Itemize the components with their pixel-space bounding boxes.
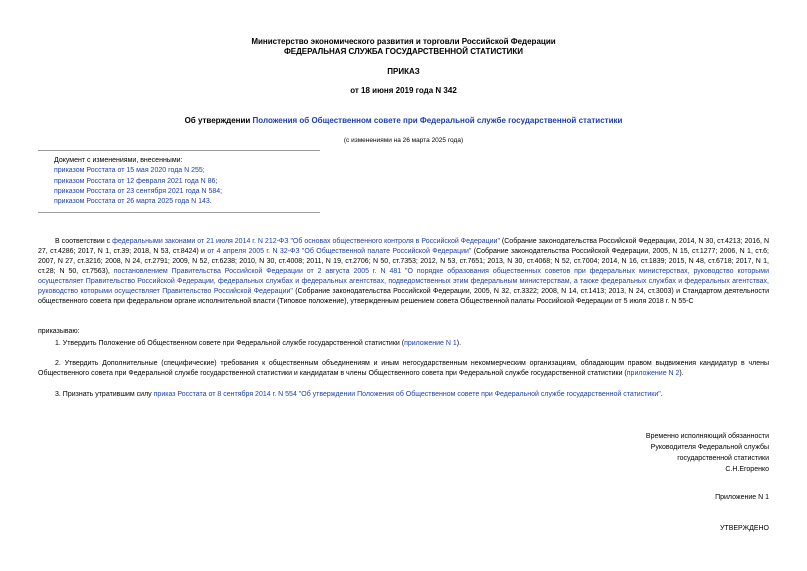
item-3-end: . — [660, 391, 663, 398]
appendix-1-link[interactable]: приложение N 1 — [404, 340, 457, 347]
appendix-label: Приложение N 1 — [715, 494, 769, 501]
item-1-end: ). — [456, 340, 462, 347]
signature-name: С.Н.Егоренко — [725, 466, 769, 473]
preamble-text: (Собрание законодательства Российской Федерации, 2014, N 30, ст.4213; 2016, N 27, ст.4286; 2017, N 1, ст.39; 2018, N 53, ст.8424) — [38, 238, 769, 255]
divider-top — [38, 150, 320, 151]
item-1 — [38, 339, 769, 349]
service-name: ФЕДЕРАЛЬНАЯ СЛУЖБА ГОСУДАРСТВЕННОЙ СТАТИСТИКИ — [283, 47, 524, 56]
item-2-end: ). — [679, 370, 684, 377]
preamble-text: (Собрание законодательства Российской Федерации, 2005, N 32, ст.3322; 2008, N 14, ст.1413; 2013, N 24, ст.3003) и Стандартом деятельности общественного совета при федеральном органе исполнительной власти (Типовое положение), утвержденным решением совета Общественной палаты Российской Федерации от 5 июля 2018 г. N 55-С — [38, 288, 769, 305]
repealed-order-link[interactable]: приказ Росстата от 8 сентября 2014 г. N 554 "Об утверждении Положения об Общественном совете при Федеральной службе государственной статистики" — [153, 391, 661, 398]
public-chamber-law-link[interactable]: от 4 апреля 2005 г. N 32-ФЗ "Об Общественной палате Российской Федерации" — [207, 248, 472, 255]
change-link[interactable]: приказом Росстата от 23 сентября 2021 года N 584; — [54, 187, 223, 195]
signature-line: Руководителя Федеральной службы — [650, 444, 769, 451]
item-2-text: 2. Утвердить Дополнительные (специфические) требования к общественным объединениям и иным негосударственным некоммерческим организациям, обладающим правом выдвижения кандидатур в члены Общественного совета при Федеральной службе государственной статистики и кандидатам в члены Общественного совета при Федеральной службе государственной статистики ( — [38, 360, 769, 377]
title-prefix: Об утверждении — [184, 116, 253, 125]
preamble-paragraph — [38, 237, 769, 307]
approved-label: УТВЕРЖДЕНО — [719, 525, 769, 532]
changes-heading: Документ с изменениями, внесенными: — [54, 157, 183, 164]
title-link[interactable]: Положения об Общественном совете при Федеральной службе государственной статистики — [252, 116, 623, 125]
changes-list — [54, 156, 324, 207]
doc-type: ПРИКАЗ — [387, 67, 420, 76]
federal-laws-link[interactable]: федеральными законами от 21 июля 2014 г. N 212-ФЗ "Об основах общественного контроля в Российской Федерации" — [112, 238, 500, 245]
signature-block — [646, 432, 769, 476]
item-1-text: 1. Утвердить Положение об Общественном совете при Федеральной службе государственной статистики ( — [55, 340, 405, 347]
doc-title — [0, 116, 807, 126]
item-3-text: 3. Признать утратившим силу — [55, 391, 154, 398]
item-3 — [38, 390, 769, 400]
preamble-text: (Собрание законодательства Российской Федерации, 2005, N 15, ст.1277; 2006, N 1, ст.6; 2007, N 27, ст.3216; 2008, N 24, ст.2791; 2009, N 52, ст.6238; 2010, N 30, ст.4008; 2011, N 19, ст.2706; N 50, ст.7353; 2012, N 53, ст.7651; 2013, N 30, ст.4068; N 52, ст.7004; 2014, N 16, ст.1839; 2015, N 48, ст.6718; 2017, N 1, ст.28; N 50, ст.7563), — [38, 248, 769, 275]
signature-line: Временно исполняющий обязанности — [645, 433, 769, 440]
item-2 — [38, 359, 769, 379]
change-link[interactable]: приказом Росстата от 15 мая 2020 года N 255; — [54, 167, 205, 175]
doc-date-number: от 18 июня 2019 года N 342 — [350, 86, 457, 95]
change-link[interactable]: приказом Росстата от 26 марта 2025 года N 143. — [54, 198, 212, 206]
divider-bottom — [38, 212, 320, 213]
revision-note: (с изменениями на 26 марта 2025 года) — [343, 137, 464, 144]
signature-line: государственной статистики — [677, 455, 769, 462]
appendix-2-link[interactable]: приложение N 2 — [626, 370, 680, 377]
government-resolution-link[interactable]: постановлением Правительства Российской Федерации от 2 августа 2005 г. N 481 "О порядке образования общественных советов при федеральных министерствах, руководство которыми осуществляет Правительство Российской Федерации, федеральных службах и федеральных агентствах, подведомственных этим федеральным министерствам, а также федеральных службах и федеральных агентствах, руководство которыми осуществляет Правительство Российской Федерации" — [38, 268, 769, 295]
preamble-text: В соответствии с — [55, 238, 113, 245]
preamble-text: и — [198, 248, 208, 255]
change-link[interactable]: приказом Росстата от 12 февраля 2021 года N 86; — [54, 177, 218, 185]
ministry-name: Министерство экономического развития и торговли Российской Федерации — [251, 37, 556, 46]
order-word: приказываю: — [38, 328, 80, 335]
